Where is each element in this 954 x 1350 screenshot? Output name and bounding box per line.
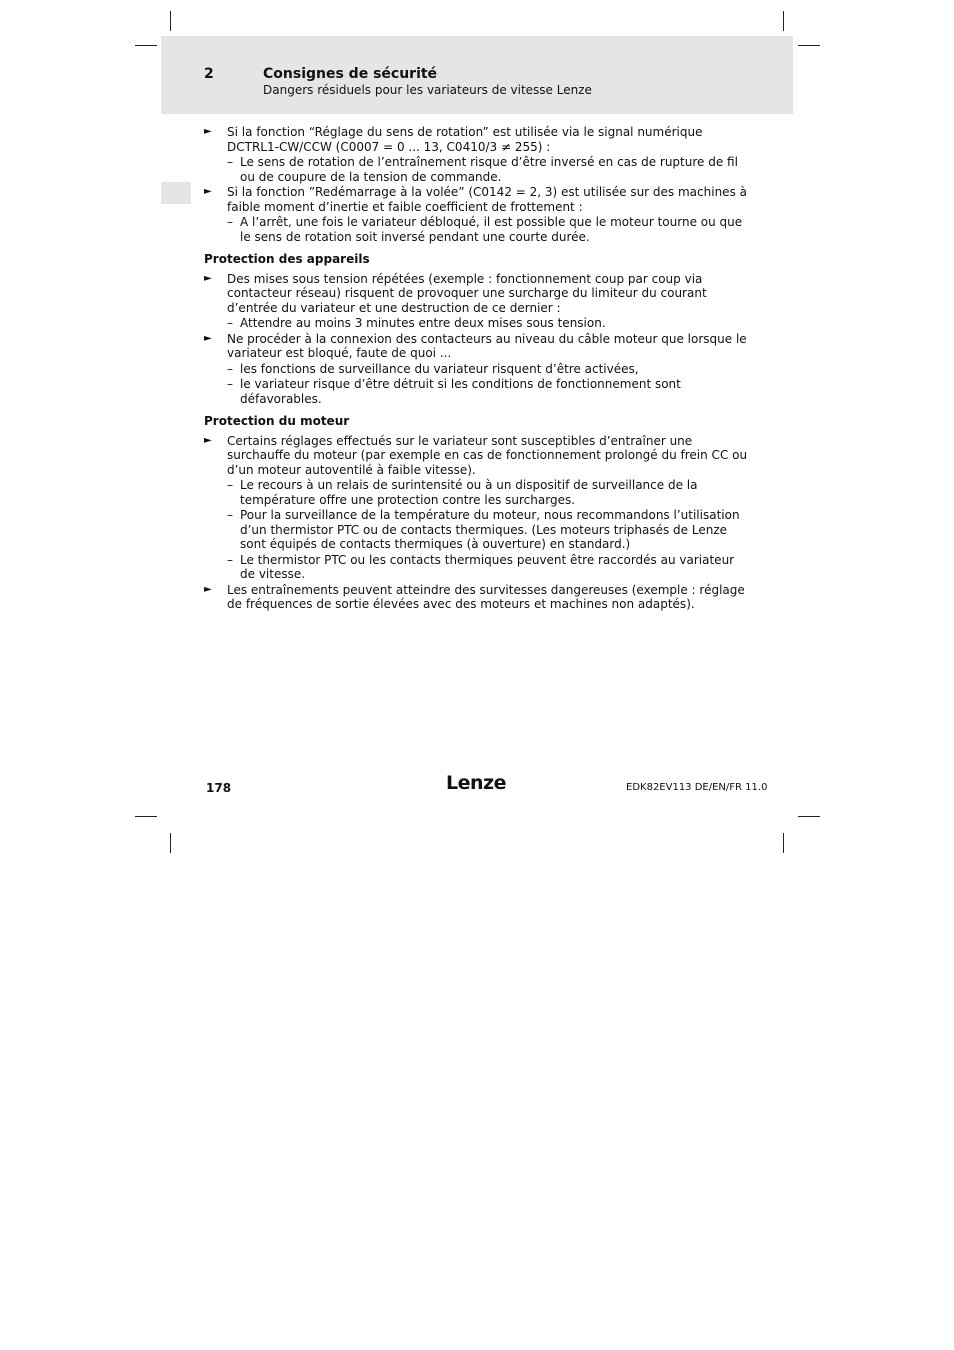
chapter-title: Consignes de sécurité: [263, 66, 438, 82]
sub-item-text: les fonctions de surveillance du variateur risquent d’être activées,: [240, 361, 639, 376]
crop-mark: [135, 45, 157, 46]
sub-list-item: [227, 377, 752, 406]
side-tab-marker: [161, 182, 191, 204]
sub-item-text: le variateur risque d’être détruit si les conditions de fonctionnement sont défavorables.: [240, 377, 681, 406]
sub-list-item: [227, 478, 752, 507]
sub-item-text: Attendre au moins 3 minutes entre deux mises sous tension.: [240, 316, 606, 330]
crop-mark: [170, 833, 171, 853]
crop-mark: [798, 816, 820, 817]
list-item: [204, 583, 752, 612]
chapter-subtitle: Dangers résiduels pour les variateurs de vitesse Lenze: [263, 83, 592, 97]
sub-list-item: [227, 553, 752, 582]
bullet-text: Des mises sous tension répétées (exemple : fonctionnement coup par coup via contacteur réseau) risquent de provoquer une surcharge du limiteur du courant d’entrée du variateur et une destruction de ce dernier :: [227, 271, 707, 315]
sub-item-text: A l’arrêt, une fois le variateur débloqué, il est possible que le moteur tourne ou que le sens de rotation soit inversé pendant une courte durée.: [240, 215, 743, 244]
crop-mark: [783, 11, 784, 31]
sub-list-item: [227, 215, 752, 244]
sub-item-text: Pour la surveillance de la température du moteur, nous recommandons l’utilisation d’un thermistor PTC ou de contacts thermiques. (Les moteurs triphasés de Lenze sont équipés de contacts thermiques (à ouverture) en standard.): [240, 508, 740, 551]
list-item: [204, 125, 752, 184]
lenze-logo: Lenze: [446, 772, 506, 794]
chapter-header-band: [161, 36, 793, 114]
sub-list-item: [227, 155, 752, 184]
bullet-arrow-icon: ►: [204, 186, 212, 197]
page-content: [204, 125, 752, 612]
list-item: [204, 185, 752, 244]
bullet-text: Les entraînements peuvent atteindre des survitesses dangereuses (exemple : réglage de fréquences de sortie élevées avec des moteurs et machines non adaptés).: [227, 582, 745, 611]
sub-item-text: Le sens de rotation de l’entraînement risque d’être inversé en cas de rupture de fil ou de coupure de la tension de commande.: [240, 155, 738, 184]
sub-item-text: Le recours à un relais de surintensité ou à un dispositif de surveillance de la température offre une protection contre les surcharges.: [240, 478, 698, 507]
dash-marker: –: [227, 361, 233, 376]
bullet-arrow-icon: ►: [204, 272, 212, 284]
dash-marker: –: [227, 552, 233, 567]
dash-marker: –: [227, 508, 233, 522]
section-heading-motor: Protection du moteur: [204, 414, 350, 428]
list-item: [204, 332, 752, 407]
crop-mark: [783, 833, 784, 853]
dash-marker: –: [227, 377, 233, 391]
crop-mark: [798, 45, 820, 46]
page-number: 178: [206, 781, 232, 795]
dash-marker: –: [227, 155, 233, 169]
section-heading-devices: Protection des appareils: [204, 252, 370, 266]
list-item: [204, 434, 752, 582]
dash-marker: –: [227, 478, 233, 492]
bullet-arrow-icon: ►: [204, 434, 212, 446]
bullet-text: Si la fonction ”Redémarrage à la volée” (C0142 = 2, 3) est utilisée sur des machines à faible moment d’inertie et faible coefficient de frottement :: [227, 185, 747, 214]
dash-marker: –: [227, 215, 233, 229]
bullet-arrow-icon: ►: [204, 583, 212, 595]
bullet-text: Certains réglages effectués sur le variateur sont susceptibles d’entraîner une surchauffe du moteur (par exemple en cas de fonctionnement prolongé du frein CC ou d’un moteur autoventilé à faible vitesse).: [227, 433, 748, 477]
sub-list-item: [227, 316, 752, 331]
dash-marker: –: [227, 316, 233, 330]
chapter-number: 2: [204, 66, 214, 82]
list-item: [204, 272, 752, 331]
bullet-arrow-icon: ►: [204, 126, 212, 137]
sub-list-item: [227, 508, 752, 552]
bullet-arrow-icon: ►: [204, 332, 212, 344]
bullet-text: Ne procéder à la connexion des contacteurs au niveau du câble moteur que lorsque le variateur est bloqué, faute de quoi ...: [227, 331, 747, 360]
crop-mark: [135, 816, 157, 817]
sub-item-text: Le thermistor PTC ou les contacts thermiques peuvent être raccordés au variateur de vitesse.: [240, 552, 735, 581]
crop-mark: [170, 11, 171, 31]
sub-list-item: [227, 362, 752, 377]
document-code: EDK82EV113 DE/EN/FR 11.0: [626, 782, 768, 793]
bullet-text: Si la fonction “Réglage du sens de rotation” est utilisée via le signal numérique DCTRL1-CW/CCW (C0007 = 0 ... 13, C0410/3 ≠ 255) :: [227, 125, 703, 154]
